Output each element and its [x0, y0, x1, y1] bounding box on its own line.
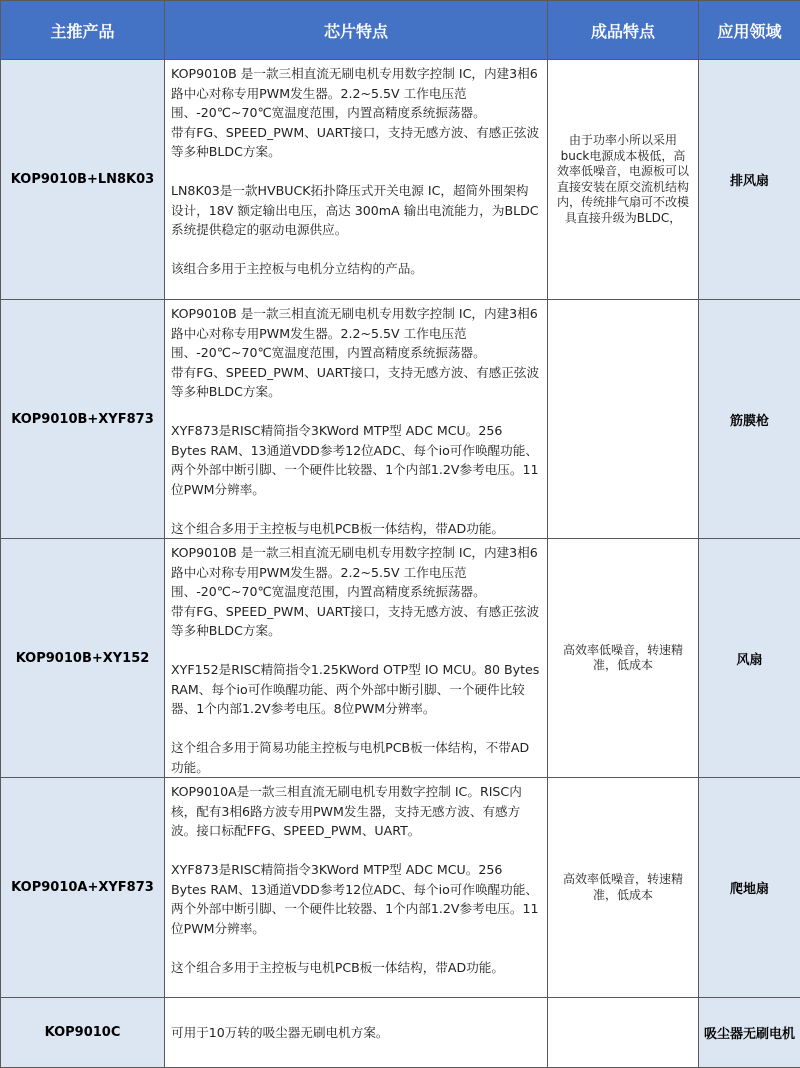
table-row — [1, 300, 800, 539]
table-row — [1, 60, 800, 300]
finished-features — [548, 998, 699, 1068]
header-chip-features: 芯片特点 — [165, 1, 548, 60]
application-field: 筋膜枪 — [699, 300, 800, 539]
application-field: 爬地扇 — [699, 778, 800, 998]
chip-features — [165, 60, 548, 300]
chip-paragraph: XYF873是RISC精简指令3KWord MTP型 ADC MCU。256 Bytes RAM、13通道VDD参考12位ADC、每个io可作唤醒功能、两个外部中断引脚、一个硬件比较器、1个内部1.2V参考电压。11位PWM分辨率。 — [171, 421, 541, 499]
finished-features: 高效率低噪音，转速精准，低成本 — [548, 778, 699, 998]
product-name: KOP9010C — [1, 998, 165, 1068]
chip-features — [165, 300, 548, 539]
chip-paragraph: KOP9010B 是一款三相直流无刷电机专用数字控制 IC，内建3相6路中心对称专用PWM发生器。2.2~5.5V 工作电压范围、-20℃~70℃宽温度范围，内置高精度系统振荡器。 带有FG、SPEED_PWM、UART接口，支持无感方波、有感正弦波等多种BLDC方案。 — [171, 304, 541, 402]
table-header-row — [1, 1, 800, 60]
table-row — [1, 998, 800, 1068]
header-finished-features: 成品特点 — [548, 1, 699, 60]
chip-features — [165, 998, 548, 1068]
application-field: 吸尘器无刷电机 — [699, 998, 800, 1068]
application-field: 风扇 — [699, 539, 800, 778]
product-name: KOP9010A+XYF873 — [1, 778, 165, 998]
chip-paragraph: 这个组合多用于简易功能主控板与电机PCB板一体结构，不带AD功能。 — [171, 738, 541, 777]
table-row — [1, 778, 800, 998]
finished-features: 高效率低噪音，转速精准，低成本 — [548, 539, 699, 778]
chip-paragraph: KOP9010B 是一款三相直流无刷电机专用数字控制 IC，内建3相6路中心对称专用PWM发生器。2.2~5.5V 工作电压范围、-20℃~70℃宽温度范围，内置高精度系统振荡器。 带有FG、SPEED_PWM、UART接口，支持无感方波、有感正弦波等多种BLDC方案。 — [171, 543, 541, 641]
finished-features: 由于功率小所以采用buck电源成本极低，高效率低噪音，电源板可以直接安装在原交流机结构内，传统排气扇可不改模具直接升级为BLDC， — [548, 60, 699, 300]
chip-paragraph: LN8K03是一款HVBUCK拓扑降压式开关电源 IC，超简外围架构设计，18V 额定输出电压，高达 300mA 输出电流能力，为BLDC系统提供稳定的驱动电源供应。 — [171, 181, 541, 240]
chip-paragraph: XYF152是RISC精简指令1.25KWord OTP型 IO MCU。80 Bytes RAM、每个io可作唤醒功能、两个外部中断引脚、一个硬件比较器、1个内部1.2V参考电压。8位PWM分辨率。 — [171, 660, 541, 719]
product-name: KOP9010B+XYF873 — [1, 300, 165, 539]
finished-features — [548, 300, 699, 539]
header-application: 应用领域 — [699, 1, 800, 60]
chip-paragraph: 这个组合多用于主控板与电机PCB板一体结构，带AD功能。 — [171, 958, 541, 978]
product-name: KOP9010B+LN8K03 — [1, 60, 165, 300]
chip-paragraph: 这个组合多用于主控板与电机PCB板一体结构，带AD功能。 — [171, 519, 541, 539]
chip-features — [165, 778, 548, 998]
chip-paragraph: KOP9010B 是一款三相直流无刷电机专用数字控制 IC，内建3相6路中心对称专用PWM发生器。2.2~5.5V 工作电压范围、-20℃~70℃宽温度范围，内置高精度系统振荡器。 带有FG、SPEED_PWM、UART接口，支持无感方波、有感正弦波等多种BLDC方案。 — [171, 64, 541, 162]
chip-paragraph: 该组合多用于主控板与电机分立结构的产品。 — [171, 259, 541, 279]
application-field: 排风扇 — [699, 60, 800, 300]
chip-paragraph: 可用于10万转的吸尘器无刷电机方案。 — [171, 1023, 541, 1043]
product-name: KOP9010B+XY152 — [1, 539, 165, 778]
chip-features — [165, 539, 548, 778]
chip-paragraph: KOP9010A是一款三相直流无刷电机专用数字控制 IC。RISC内核，配有3相6路方波专用PWM发生器，支持无感方波、有感方波。接口标配FFG、SPEED_PWM、UART。 — [171, 782, 541, 841]
chip-paragraph: XYF873是RISC精简指令3KWord MTP型 ADC MCU。256 Bytes RAM、13通道VDD参考12位ADC、每个io可作唤醒功能、两个外部中断引脚、一个硬件比较器、1个内部1.2V参考电压。11位PWM分辨率。 — [171, 860, 541, 938]
header-product: 主推产品 — [1, 1, 165, 60]
table-row — [1, 539, 800, 778]
